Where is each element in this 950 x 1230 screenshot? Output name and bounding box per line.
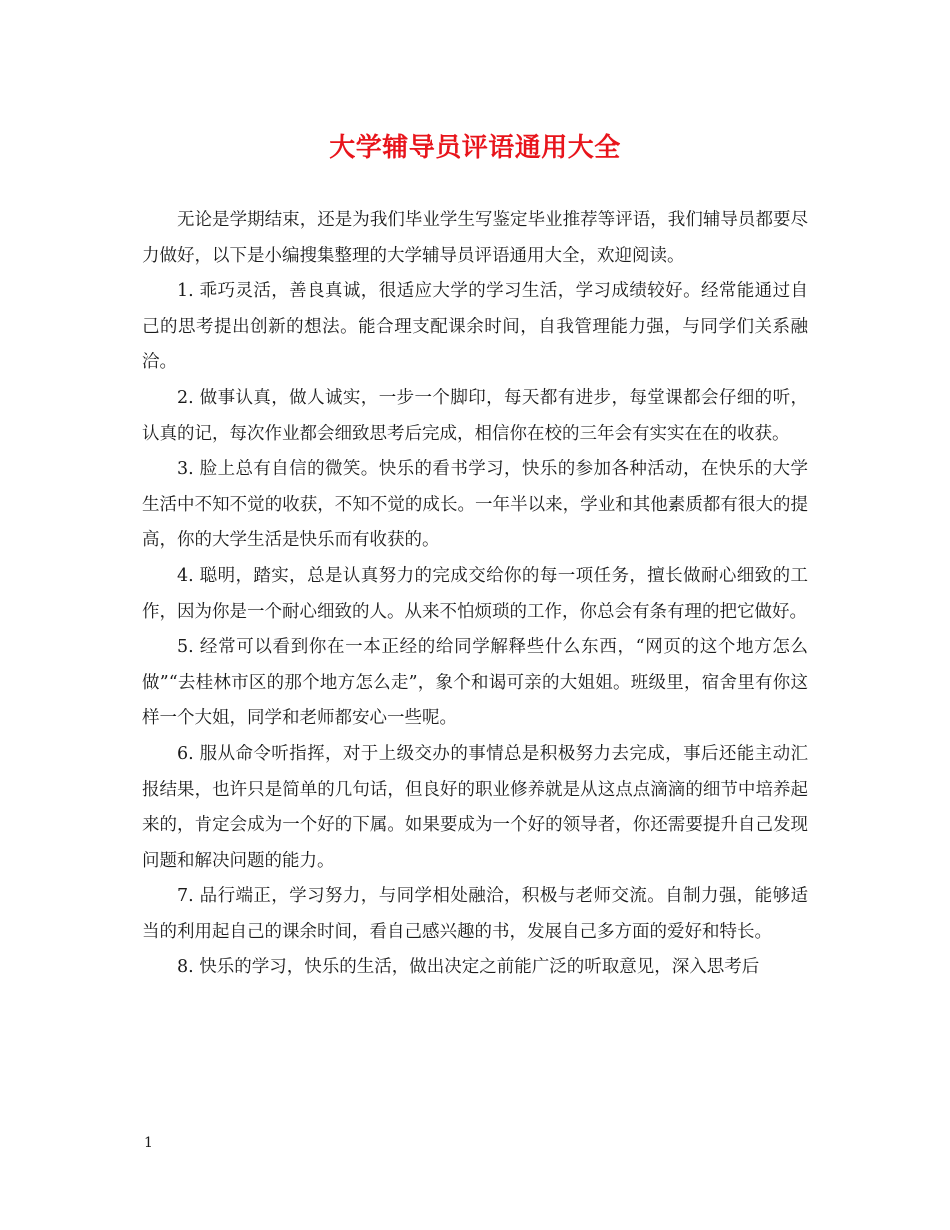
comment-paragraph-6: 6. 服从命令听指挥，对于上级交办的事情总是积极努力去完成，事后还能主动汇报结果，也许只是简单的几句话，但良好的职业修养就是从这点点滴滴的细节中培养起来的，肯定会成为一个好的下属。如果要成为一个好的领导者，你还需要提升自己发现问题和解决问题的能力。 (142, 743, 808, 871)
document-title: 大学辅导员评语通用大全 (329, 133, 621, 163)
comment-paragraph-4: 4. 聪明，踏实，总是认真努力的完成交给你的每一项任务，擅长做耐心细致的工作，因为你是一个耐心细致的人。从来不怕烦琐的工作，你总会有条有理的把它做好。 (142, 565, 808, 622)
comment-paragraph-3: 3. 脸上总有自信的微笑。快乐的看书学习，快乐的参加各种活动，在快乐的大学生活中不知不觉的收获，不知不觉的成长。一年半以来，学业和其他素质都有很大的提高，你的大学生活是快乐而有收获的。 (142, 459, 808, 551)
page-number: 1 (144, 1135, 153, 1151)
comment-paragraph-2: 2. 做事认真，做人诚实，一步一个脚印，每天都有进步，每堂课都会仔细的听，认真的记，每次作业都会细致思考后完成，相信你在校的三年会有实实在在的收获。 (142, 387, 808, 444)
comment-paragraph-7: 7. 品行端正，学习努力，与同学相处融洽，积极与老师交流。自制力强，能够适当的利用起自己的课余时间，看自己感兴趣的书，发展自己多方面的爱好和特长。 (142, 886, 808, 942)
comment-paragraph-5: 5. 经常可以看到你在一本正经的给同学解释些什么东西，“网页的这个地方怎么做”“去桂林市区的那个地方怎么走”，象个和谒可亲的大姐姐。班级里，宿舍里有你这样一个大姐，同学和老师都安心一些呢。 (142, 637, 808, 729)
comment-paragraph-1: 1. 乖巧灵活，善良真诚，很适应大学的学习生活，学习成绩较好。经常能通过自己的思考提出创新的想法。能合理支配课余时间，自我管理能力强，与同学们关系融洽。 (142, 281, 808, 373)
comment-paragraph-8: 8. 快乐的学习，快乐的生活，做出决定之前能广泛的听取意见，深入思考后 (177, 957, 760, 978)
intro-paragraph: 无论是学期结束，还是为我们毕业学生写鉴定毕业推荐等评语，我们辅导员都要尽力做好，以下是小编搜集整理的大学辅导员评语通用大全，欢迎阅读。 (142, 210, 808, 266)
document-body (142, 203, 808, 986)
